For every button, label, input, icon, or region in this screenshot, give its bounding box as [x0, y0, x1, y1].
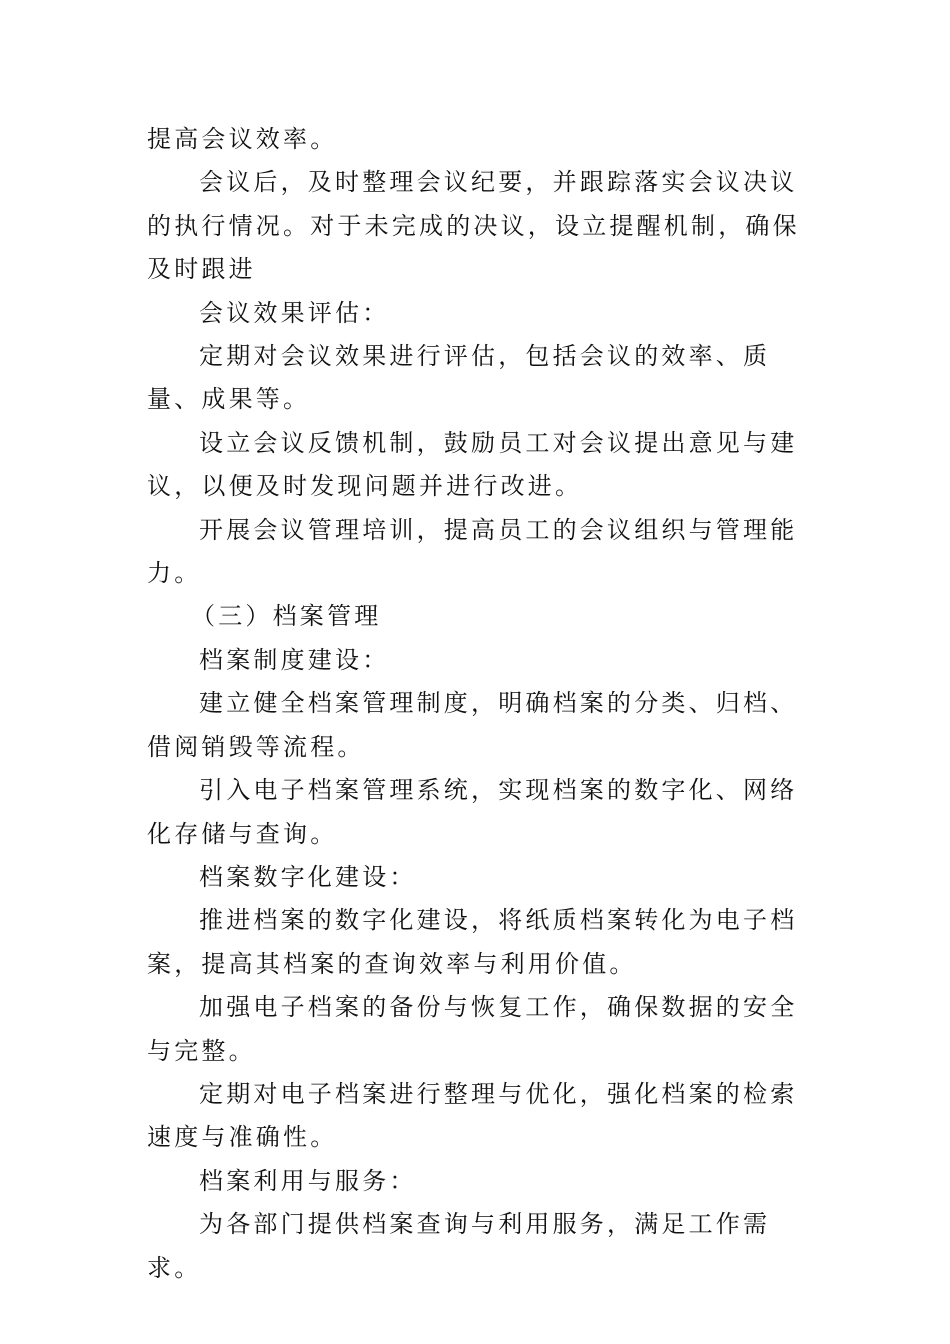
paragraph-text: 加强电子档案的备份与恢复工作，确保数据的安全与完整。: [147, 993, 798, 1065]
section-subheading: 档案数字化建设：: [199, 862, 417, 891]
section-subheading: 档案利用与服务：: [199, 1166, 417, 1195]
paragraph-text: 提高会议效率。: [147, 125, 338, 153]
paragraph-text: 推进档案的数字化建设，将纸质档案转化为电子档案，提高其档案的查询效率与利用价值。: [147, 906, 798, 978]
paragraph-text: 开展会议管理培训，提高员工的会议组织与管理能力。: [147, 515, 798, 588]
paragraph-text: 设立会议反馈机制，鼓励员工对会议提出意见与建议，以便及时发现问题并进行改进。: [147, 428, 798, 501]
paragraph-text: 建立健全档案管理制度，明确档案的分类、归档、借阅销毁等流程。: [147, 689, 798, 761]
section-heading: （三）档案管理: [191, 602, 382, 631]
paragraph-text: 定期对电子档案进行整理与优化，强化档案的检索速度与准确性。: [147, 1079, 798, 1152]
section-subheading: 会议效果评估：: [199, 298, 390, 327]
paragraph-text: 为各部门提供档案查询与利用服务，满足工作需求。: [147, 1210, 771, 1282]
document-body: [147, 118, 812, 1290]
paragraph-text: 定期对会议效果进行评估，包括会议的效率、质量、成果等。: [147, 342, 771, 414]
section-subheading: 档案制度建设：: [199, 645, 390, 674]
paragraph-text: 会议后，及时整理会议纪要，并跟踪落实会议决议的执行情况。对于未完成的决议，设立提醒机制，确保及时跟进: [147, 168, 800, 284]
paragraph-text: 引入电子档案管理系统，实现档案的数字化、网络化存储与查询。: [147, 776, 798, 848]
